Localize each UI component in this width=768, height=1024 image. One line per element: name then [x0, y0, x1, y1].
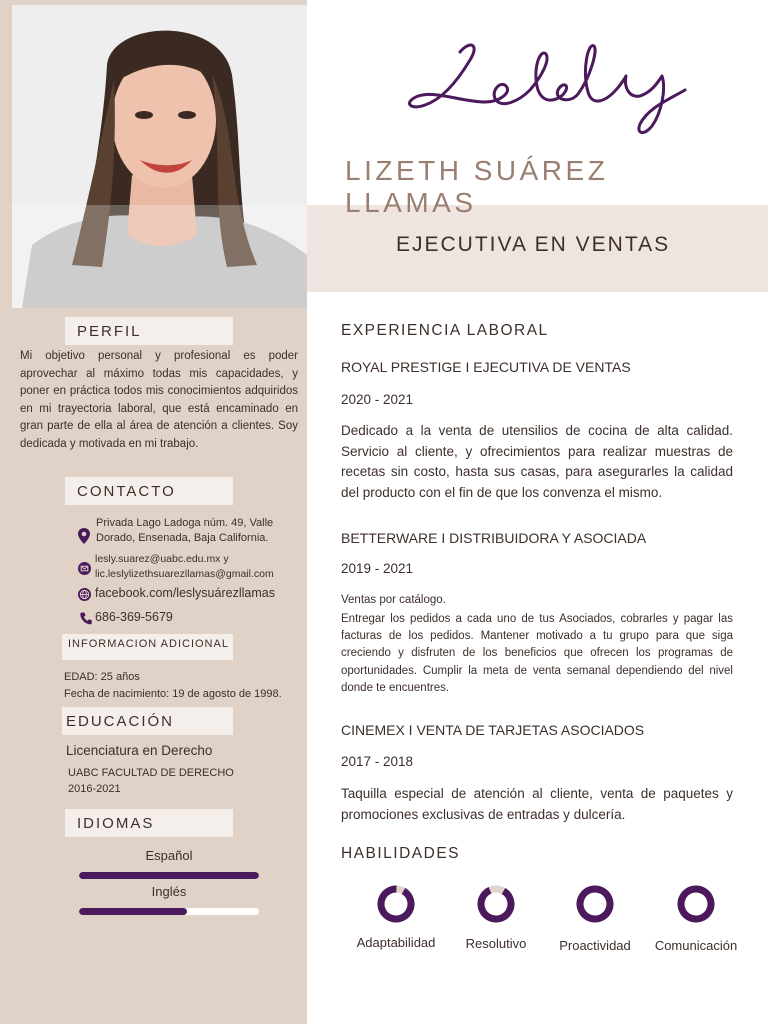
skill-ring	[674, 882, 718, 926]
language-label: Español	[145, 848, 193, 863]
education-heading	[62, 707, 233, 735]
address-text: Privada Lago Ladoga núm. 49, Valle Dorado, Ensenada, Baja California.	[96, 517, 274, 544]
languages-heading	[65, 809, 233, 837]
profile-heading	[65, 317, 233, 345]
skill-label: Comunicación	[654, 938, 738, 953]
job-title-1: ROYAL PRESTIGE I EJECUTIVA DE VENTAS	[341, 359, 631, 375]
contact-phone	[80, 610, 305, 624]
skills-heading: HABILIDADES	[341, 845, 461, 862]
job-description-1: Dedicado a la venta de utensilios de cocina de alta calidad. Servicio al cliente, y ofrecimientos para realizar muestras de recetas sin costo, hasta sus casas, para asegurarles la calidad del producto con el fin de que los convenza el mismo.	[341, 423, 733, 500]
skill-label: Proactividad	[559, 938, 631, 953]
additional-heading	[62, 634, 233, 660]
skill-ring	[573, 882, 617, 926]
degree-text: Licenciatura en Derecho	[66, 743, 213, 758]
signature-stroke	[410, 45, 685, 133]
contact-address	[78, 516, 293, 546]
profile-text: Mi objetivo personal y profesional es poder aprovechar al máximo todas mis capacidades, y poner en práctica todos mis conocimientos adquiridos en mi trayectoria laboral, que está encaminado en gran parte de ella al área de atención a clientes. Soy dedicada y motivada en mi trabajo.	[20, 350, 298, 450]
languages-heading-text: IDIOMAS	[77, 814, 155, 832]
profile-heading-text: PERFIL	[77, 322, 142, 340]
school-years: 2016-2021	[68, 783, 121, 795]
job-years-2: 2019 - 2021	[341, 561, 414, 576]
language-level-fill	[79, 908, 187, 915]
age-text: EDAD: 25 años	[64, 671, 140, 683]
email-text[interactable]: lesly.suarez@uabc.edu.mx y lic.leslylizethsuarezllamas@gmail.com	[95, 553, 274, 580]
skill-ring	[374, 882, 418, 926]
birth-text: Fecha de nacimiento: 19 de agosto de 1998.	[64, 688, 282, 700]
skill-label: Resolutivo	[465, 936, 527, 951]
job-title-2: BETTERWARE I DISTRIBUIDORA Y ASOCIADA	[341, 530, 647, 546]
job-description-3: Taquilla especial de atención al cliente, venta de paquetes y promociones exclusivas de entradas y dulcería.	[341, 786, 733, 822]
contact-heading	[65, 477, 233, 505]
experience-heading: EXPERIENCIA LABORAL	[341, 322, 549, 339]
language-level-bar	[79, 872, 259, 879]
email-icon	[78, 562, 91, 580]
skill-label: Adaptabilidad	[356, 935, 436, 950]
contact-heading-text: CONTACTO	[77, 482, 176, 500]
signature-name	[400, 30, 690, 150]
globe-icon	[78, 588, 91, 606]
language-level-bar	[79, 908, 259, 915]
skill-ring-level	[575, 884, 616, 925]
phone-text[interactable]: 686-369-5679	[95, 610, 173, 624]
job-title: EJECUTIVA EN VENTAS	[396, 233, 671, 256]
contact-facebook	[78, 586, 303, 600]
job-description-2-intro: Ventas por catálogo.	[341, 594, 446, 606]
job-description-2: Entregar los pedidos a cada uno de tus Asociados, cobrarles y pagar las facturas de los pedidos. Mantener motivado a tu grupo para que siga creciendo y disfruten de los beneficios que ofrecen los programas de oportunidades. Cumplir la meta de venta semanal dependiendo del nivel donde te encuentres.	[341, 613, 733, 694]
skill-ring	[474, 882, 518, 926]
education-heading-text: EDUCACIÓN	[66, 712, 175, 730]
school-text: UABC FACULTAD DE DERECHO	[68, 767, 234, 779]
job-years-3: 2017 - 2018	[341, 754, 414, 769]
language-label: Inglés	[151, 884, 187, 899]
profile-photo	[12, 5, 307, 308]
additional-heading-text: INFORMACION ADICIONAL	[68, 638, 229, 650]
phone-icon	[80, 612, 92, 630]
job-years-1: 2020 - 2021	[341, 392, 414, 407]
job-title-3: CINEMEX I VENTA DE TARJETAS ASOCIADOS	[341, 722, 645, 738]
skill-ring-level	[676, 884, 717, 925]
contact-email	[78, 552, 303, 582]
skill-ring-level	[376, 884, 417, 925]
facebook-link[interactable]: facebook.com/leslysuárezllamas	[95, 586, 275, 600]
language-level-fill	[79, 872, 259, 879]
location-pin-icon	[78, 528, 90, 549]
full-name: LIZETH SUÁREZ LLAMAS	[345, 155, 609, 218]
